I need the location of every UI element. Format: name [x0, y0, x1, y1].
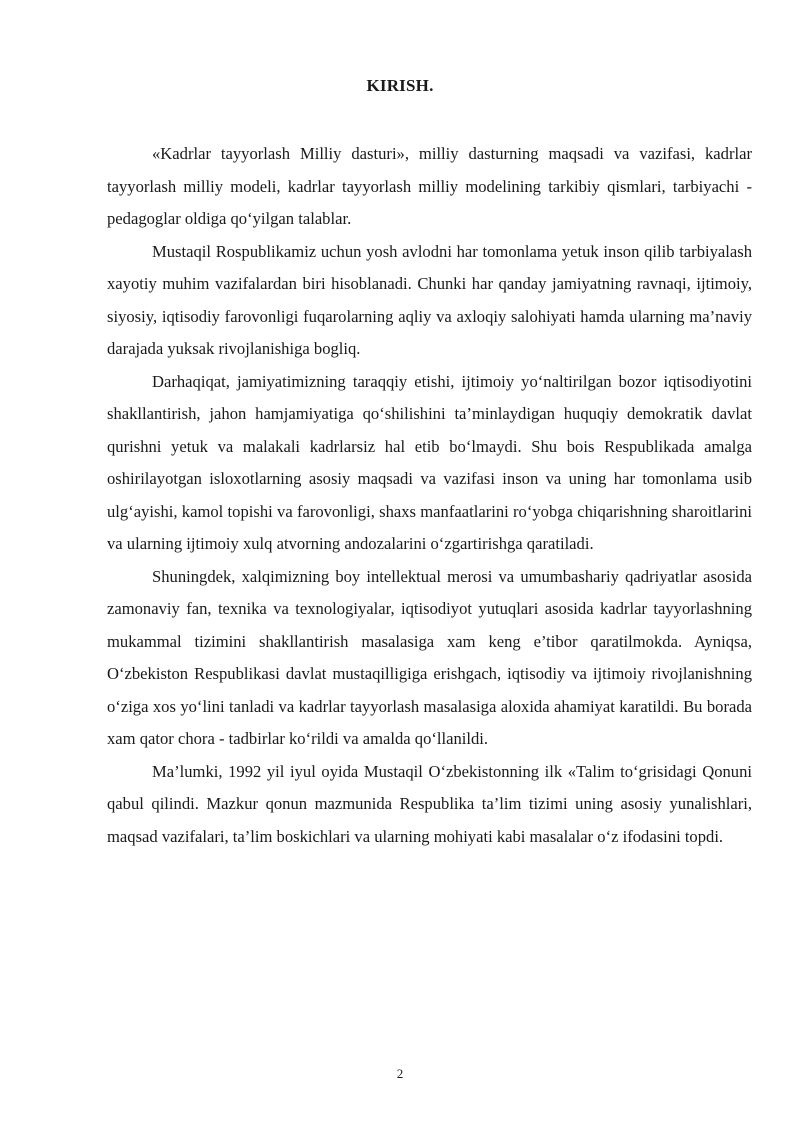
paragraph-3: Darhaqiqat, jamiyatimizning taraqqiy etishi, ijtimoiy yo‘naltirilgan bozor iqtisodiyotini shakllantirish, jahon hamjamiyatiga qo‘shilishini ta’minlaydigan huquqiy demokratik davlat qurishni yetuk va malakali kadrlarsiz hal etib bo‘lmaydi. Shu bois Respublikada amalga oshirilayotgan isloxotlarning asosiy maqsadi va vazifasi inson va uning har tomonlama usib ulg‘ayishi, kamol topishi va farovonligi, shaxs manfaatlarini ro‘yobga chiqarishning sharoitlarini va ularning ijtimoiy xulq atvorning andozalarini o‘zgartirishga qaratiladi.: [107, 371, 752, 553]
paragraph-5: Ma’lumki, 1992 yil iyul oyida Mustaqil O‘zbekistonning ilk «Talim to‘grisidagi Qonuni qabul qilindi. Mazkur qonun mazmunida Respublika ta’lim tizimi uning asosiy yunalishlari, maqsad vazifalari, ta’lim boskichlari va ularning mohiyati kabi masalalar o‘z ifodasini topdi.: [107, 761, 752, 846]
document-body: [107, 138, 752, 853]
page-number: 2: [396, 1066, 404, 1081]
paragraph-4: Shuningdek, xalqimizning boy intellektual merosi va umumbashariy qadriyatlar asosida zamonaviy fan, texnika va texnologiyalar, iqtisodiyot yutuqlari asosida kadrlar tayyorlashning mukammal tizimini shakllantirish masalasiga xam keng e’tibor qaratilmokda. Ayniqsa, O‘zbekiston Respublikasi davlat mustaqilligiga erishgach, iqtisodiy va ijtimoiy rivojlanishning o‘ziga xos yo‘lini tanladi va kadrlar tayyorlash masalasiga aloxida ahamiyat karatildi. Bu borada xam qator chora - tadbirlar ko‘rildi va amalda qo‘llanildi.: [107, 566, 752, 748]
paragraph-2: Mustaqil Rospublikamiz uchun yosh avlodni har tomonlama yetuk inson qilib tarbiyalash xayotiy muhim vazifalardan biri hisoblanadi. Chunki har qanday jamiyatning ravnaqi, ijtimoiy, siyosiy, iqtisodiy farovonligi fuqarolarning aqliy va axloqiy salohiyati hamda ularning ma’naviy darajada yuksak rivojlanishiga bogliq.: [107, 241, 752, 358]
page-title: KIRISH.: [366, 76, 434, 95]
paragraph-1: «Kadrlar tayyorlash Milliy dasturi», milliy dasturning maqsadi va vazifasi, kadrlar tayyorlash milliy modeli, kadrlar tayyorlash milliy modelining tarkibiy qismlari, tarbiyachi - pedagoglar oldiga qo‘yilgan talablar.: [107, 144, 752, 228]
